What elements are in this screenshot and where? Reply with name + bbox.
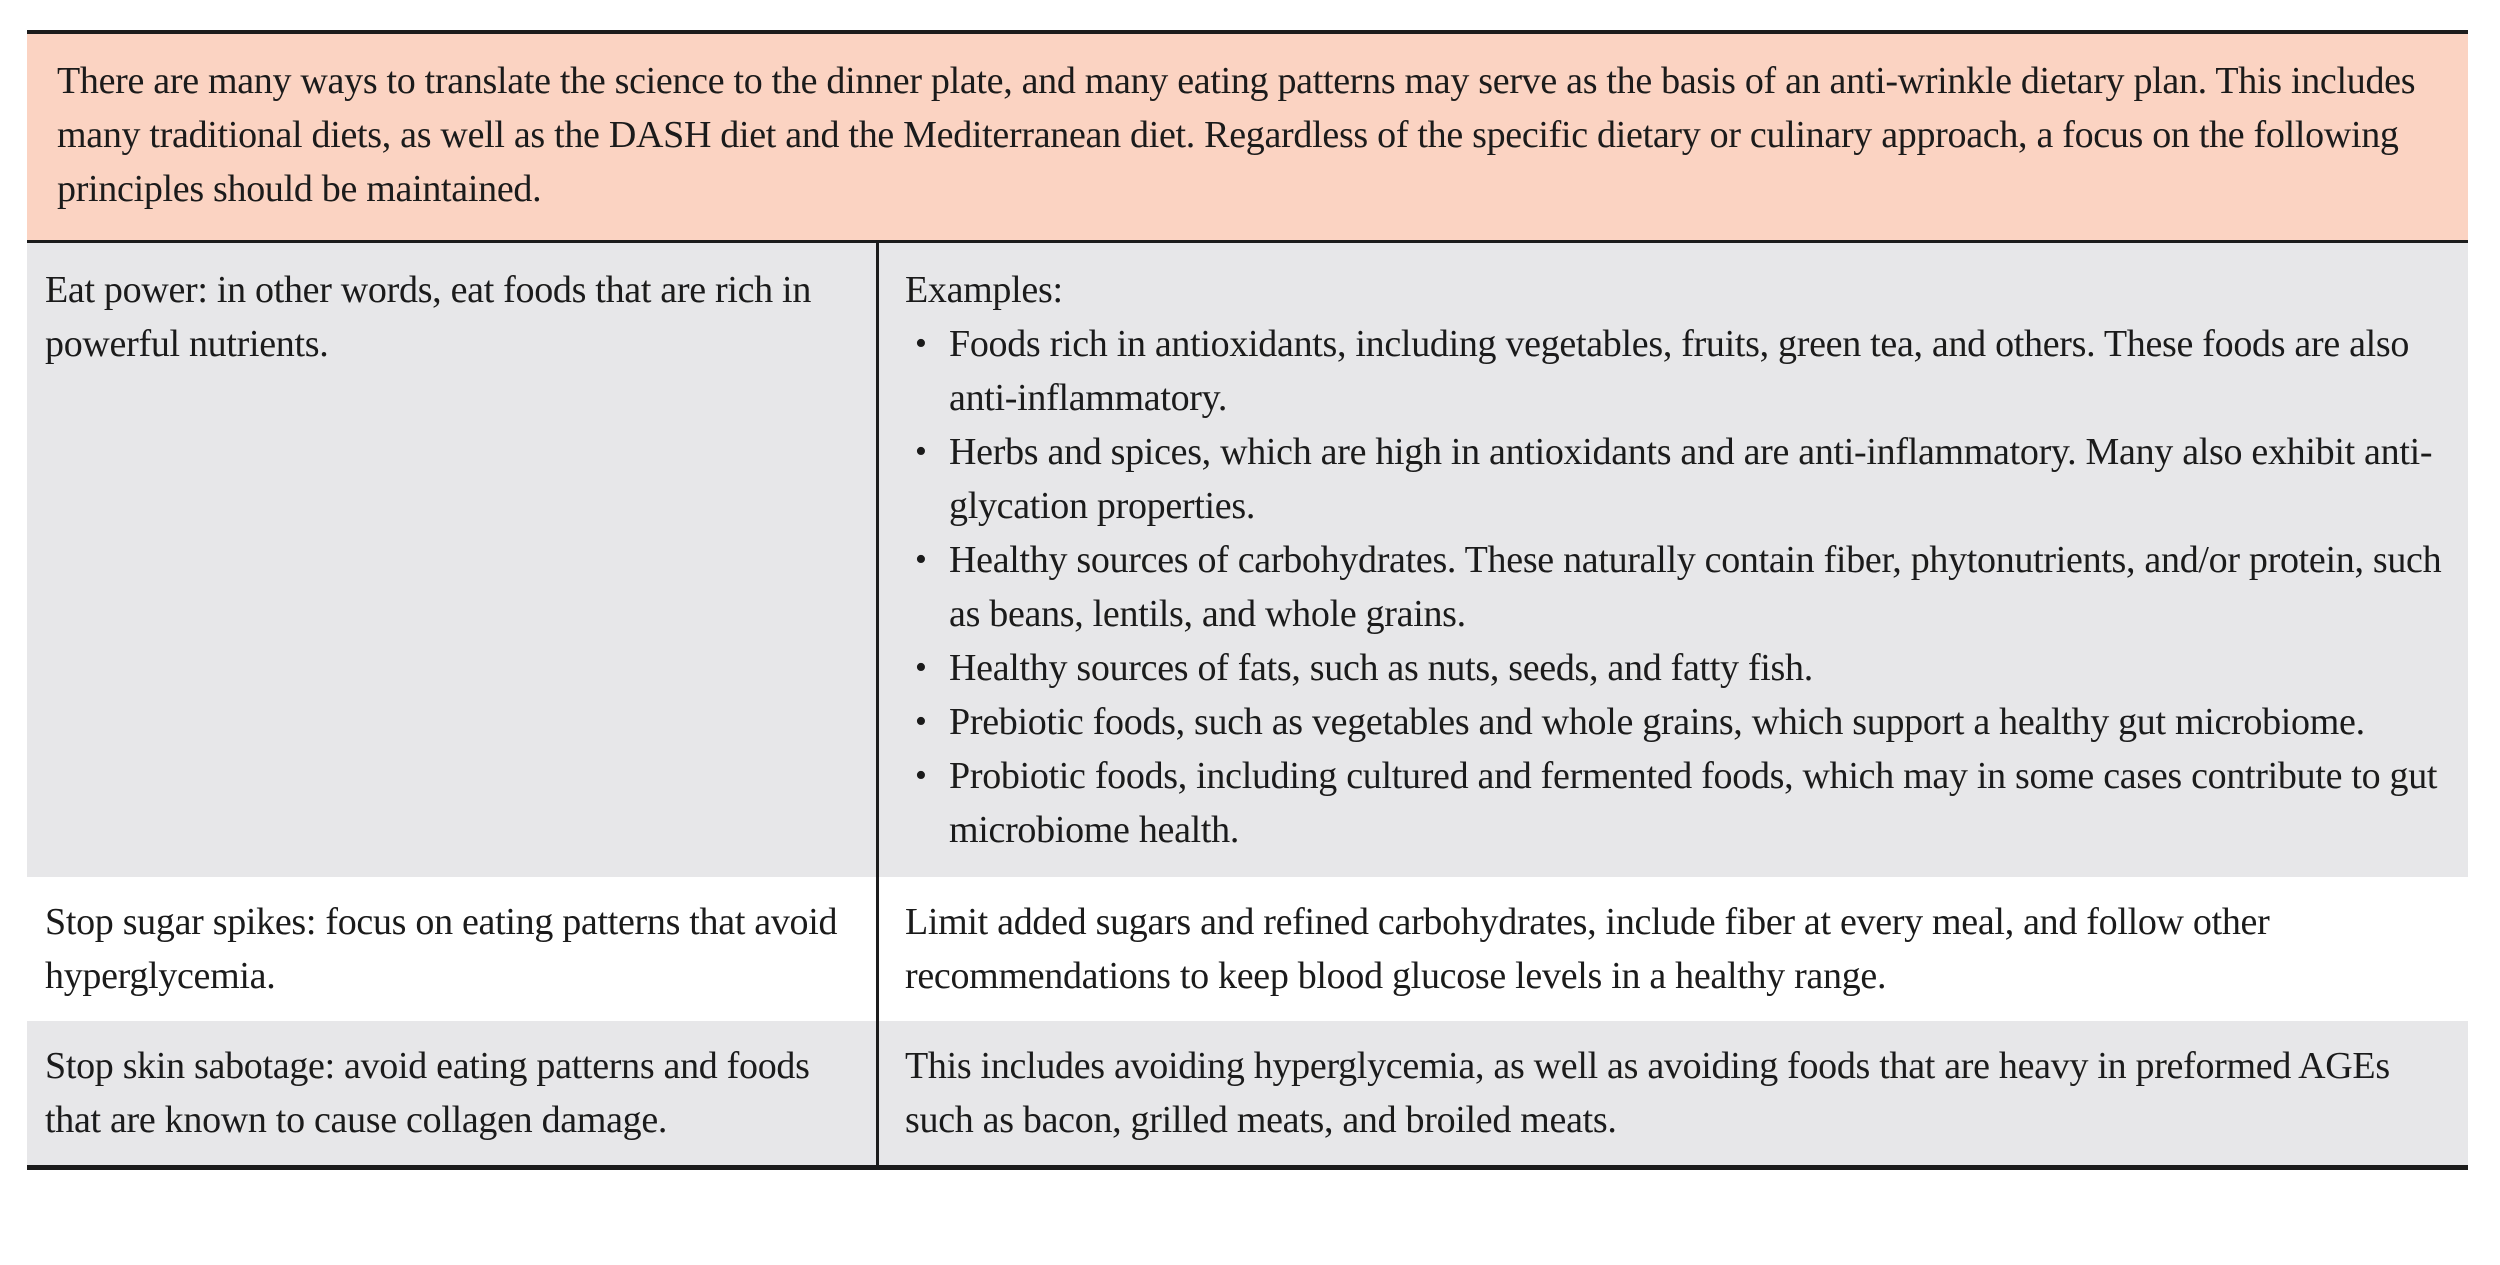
- principle-text-sugar-spikes: Stop sugar spikes: focus on eating patterns that avoid hyperglycemia.: [45, 901, 838, 997]
- examples-list: [905, 317, 2450, 857]
- example-item: • Healthy sources of carbohydrates. These naturally contain fiber, phytonutrients, and/or protein, such as beans, lentils, and whole grains.: [905, 533, 2450, 641]
- examples-label: Examples:: [905, 269, 1063, 311]
- principle-text-skin-sabotage: Stop skin sabotage: avoid eating patterns and foods that are known to cause collagen damage.: [45, 1045, 810, 1141]
- example-item: • Foods rich in antioxidants, including vegetables, fruits, green tea, and others. These foods are also anti-inflammatory.: [905, 317, 2450, 425]
- example-item: • Prebiotic foods, such as vegetables and whole grains, which support a healthy gut microbiome.: [905, 695, 2450, 749]
- diet-principles-table: [27, 30, 2468, 1170]
- principle-cell-eat-power: [27, 243, 879, 877]
- principle-cell-sugar-spikes: [27, 877, 879, 1021]
- detail-text-skin-sabotage: This includes avoiding hyperglycemia, as well as avoiding foods that are heavy in preformed AGEs such as bacon, grilled meats, and broiled meats.: [905, 1045, 2390, 1141]
- table-body: [27, 243, 2468, 1165]
- detail-cell-sugar-spikes: [879, 877, 2468, 1021]
- detail-cell-skin-sabotage: [879, 1021, 2468, 1165]
- intro-banner: [27, 34, 2468, 243]
- example-item: • Healthy sources of fats, such as nuts, seeds, and fatty fish.: [905, 641, 2450, 695]
- intro-text: There are many ways to translate the science to the dinner plate, and many eating patterns may serve as the basis of an anti-wrinkle dietary plan. This includes many traditional diets, as well as the DASH diet and the Mediterranean diet. Regardless of the specific dietary or culinary approach, a focus on the following principles should be maintained.: [57, 60, 2416, 210]
- detail-text-sugar-spikes: Limit added sugars and refined carbohydrates, include fiber at every meal, and follow other recommendations to keep blood glucose levels in a healthy range.: [905, 901, 2270, 997]
- principle-cell-skin-sabotage: [27, 1021, 879, 1165]
- principle-text-eat-power: Eat power: in other words, eat foods that are rich in powerful nutrients.: [45, 269, 812, 365]
- example-item: • Herbs and spices, which are high in antioxidants and are anti-inflammatory. Many also exhibit anti-glycation properties.: [905, 425, 2450, 533]
- examples-cell: [879, 243, 2468, 877]
- example-item: • Probiotic foods, including cultured and fermented foods, which may in some cases contribute to gut microbiome health.: [905, 749, 2450, 857]
